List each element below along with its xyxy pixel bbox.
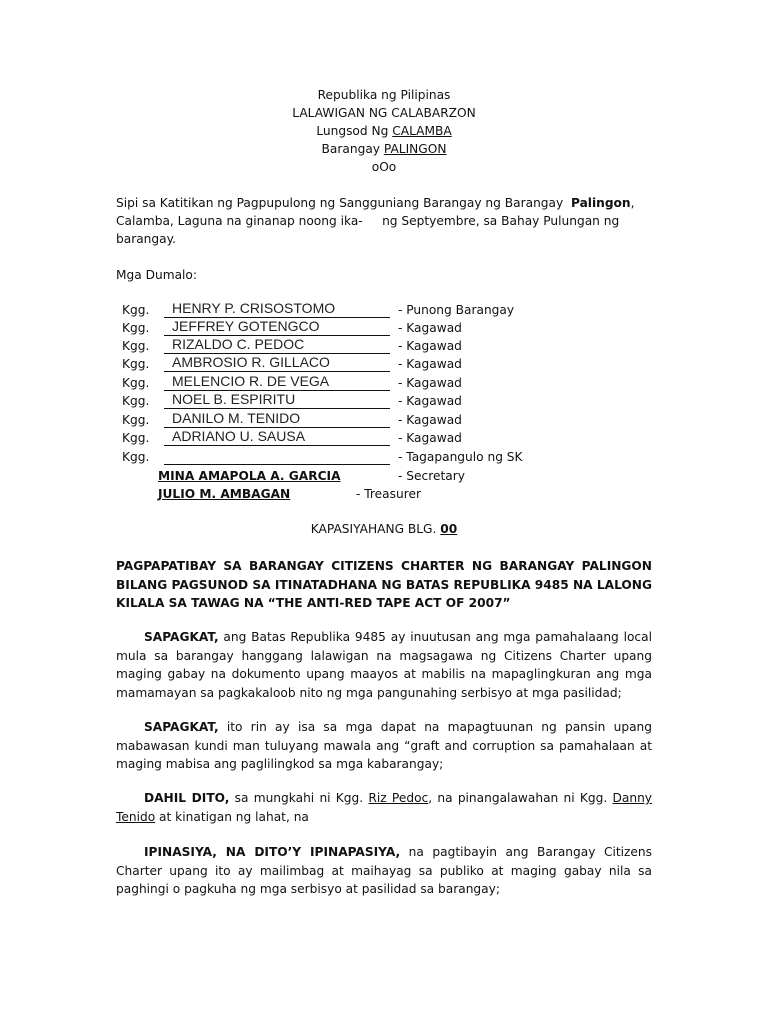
attendee-position: - Kagawad xyxy=(398,339,462,353)
paragraph-line xyxy=(116,808,652,827)
header-barangay xyxy=(0,142,768,156)
motion-seconder: Tenido xyxy=(116,809,156,824)
whereas-text: ito rin ay isa sa mga dapat na mapagtuunan ng pansin upang xyxy=(218,720,652,734)
intro-line-3: barangay. xyxy=(116,232,176,246)
whereas-paragraph-1 xyxy=(116,628,652,702)
resolved-text: na pagtibayin ang Barangay Citizens xyxy=(400,845,653,859)
attendee-position: - Kagawad xyxy=(398,357,462,371)
paragraph-line: Charter upang ito ay mailimbag at maihayag sa publiko at maging gabay nila sa xyxy=(116,863,652,878)
secretary-name: MINA AMAPOLA A. GARCIA xyxy=(158,469,341,483)
resolved-paragraph xyxy=(116,843,652,899)
attendee-name: ADRIANO U. SAUSA xyxy=(164,428,390,446)
attendee-title: Kgg. xyxy=(122,394,150,408)
motion-lead: DAHIL DITO, xyxy=(144,791,230,805)
attendee-position: - Kagawad xyxy=(398,394,462,408)
whereas-lead: SAPAGKAT, xyxy=(144,630,219,644)
attendee-name: DANILO M. TENIDO xyxy=(164,410,390,428)
header-ornament: oOo xyxy=(371,160,397,174)
attendee-name: NOEL B. ESPIRITU xyxy=(164,391,390,409)
paragraph-line xyxy=(116,843,652,862)
attendee-row xyxy=(122,450,542,468)
attendee-title: Kgg. xyxy=(122,303,150,317)
secretary-position: - Secretary xyxy=(398,469,465,483)
attendee-title: Kgg. xyxy=(122,357,150,371)
intro-line-1 xyxy=(116,196,634,210)
attendee-title: Kgg. xyxy=(122,376,150,390)
header-city-name: CALAMBA xyxy=(392,124,452,138)
attendee-position: - Tagapangulo ng SK xyxy=(398,450,523,464)
resolution-title xyxy=(116,557,652,613)
attendee-name: MELENCIO R. DE VEGA xyxy=(164,373,390,391)
attendee-name xyxy=(164,447,390,465)
secretary-row xyxy=(158,469,465,483)
whereas-lead: SAPAGKAT, xyxy=(144,720,219,734)
attendee-title: Kgg. xyxy=(122,450,150,464)
motion-text: sa mungkahi ni Kgg. xyxy=(229,791,369,805)
resolution-number-label: KAPASIYAHANG BLG. xyxy=(310,522,441,536)
attendee-name: HENRY P. CRISOSTOMO xyxy=(164,300,390,318)
resolution-number-value: 00 xyxy=(440,522,458,536)
attendee-position: - Kagawad xyxy=(398,431,462,445)
paragraph-line: paghingi o pagkuha ng mga serbisyo at pasilidad sa barangay; xyxy=(116,882,500,896)
motion-text: , na pinangalawahan ni Kgg. xyxy=(428,791,613,805)
attendee-name: RIZALDO C. PEDOC xyxy=(164,336,390,354)
attendee-name: JEFFREY GOTENGCO xyxy=(164,318,390,336)
paragraph-line: mula sa barangay hanggang lalawigan na magsagawa ng Citizens Charter upang xyxy=(116,648,652,663)
paragraph-line xyxy=(116,628,652,647)
motion-seconder: Danny xyxy=(612,791,653,805)
resolution-title-line: BILANG PAGSUNOD SA ITINATADHANA NG BATAS REPUBLIKA 9485 NA LALONG xyxy=(116,577,652,592)
attendee-position: - Kagawad xyxy=(398,321,462,335)
attendee-title: Kgg. xyxy=(122,339,150,353)
header-city xyxy=(0,124,768,138)
resolution-title-line: PAGPAPATIBAY SA BARANGAY CITIZENS CHARTER NG BARANGAY PALINGON xyxy=(116,559,652,573)
resolution-number xyxy=(0,522,768,536)
motion-text: at kinatigan ng lahat, na xyxy=(155,809,309,824)
treasurer-position: - Treasurer xyxy=(356,487,421,501)
motion-mover: Riz Pedoc xyxy=(368,791,429,805)
intro-line-2: Calamba, Laguna na ginanap noong ika- ng Septyembre, sa Bahay Pulungan ng xyxy=(116,214,620,228)
paragraph-line xyxy=(116,789,652,808)
intro-comma: , xyxy=(630,196,635,210)
resolution-title-line: KILALA SA TAWAG NA “THE ANTI-RED TAPE ACT OF 2007” xyxy=(116,596,511,610)
paragraph-line: maging gabay na dokumento upang maayos at mabilis na mapaglingkuran ang mga xyxy=(116,667,652,681)
header-city-prefix: Lungsod Ng xyxy=(316,124,393,138)
paragraph-line xyxy=(116,718,652,737)
header-barangay-prefix: Barangay xyxy=(321,142,384,156)
intro-text: Sipi sa Katitikan ng Pagpupulong ng Sangguniang Barangay ng Barangay xyxy=(116,196,564,210)
header-region: LALAWIGAN NG CALABARZON xyxy=(292,106,476,120)
attendee-title: Kgg. xyxy=(122,431,150,445)
whereas-paragraph-2 xyxy=(116,718,652,774)
paragraph-line: mamamayan sa pagkakaloob nito ng mga pangunahing serbisyo at mga pasilidad; xyxy=(116,685,622,700)
attendee-title: Kgg. xyxy=(122,321,150,335)
attendee-position: - Kagawad xyxy=(398,376,462,390)
paragraph-line: mabawasan kundi man tuluyang mawala ang “graft and corruption sa pamahalaan at xyxy=(116,738,652,753)
resolved-lead: IPINASIYA, NA DITO’Y IPINAPASIYA, xyxy=(144,845,401,859)
intro-barangay: Palingon xyxy=(570,196,631,210)
attendee-position: - Kagawad xyxy=(398,413,462,427)
attendee-position: - Punong Barangay xyxy=(398,303,515,317)
treasurer-name: JULIO M. AMBAGAN xyxy=(158,487,291,501)
header-republic: Republika ng Pilipinas xyxy=(317,88,451,102)
header-barangay-name: PALINGON xyxy=(383,142,447,156)
whereas-text: ang Batas Republika 9485 ay inuutusan ang mga pamahalaang local xyxy=(218,630,652,644)
attendee-title: Kgg. xyxy=(122,413,150,427)
attendees-heading: Mga Dumalo: xyxy=(116,268,197,282)
motion-paragraph xyxy=(116,789,652,826)
paragraph-line: maging mabisa ang paglilingkod sa mga kabarangay; xyxy=(116,757,444,771)
attendee-name: AMBROSIO R. GILLACO xyxy=(164,354,390,372)
treasurer-row xyxy=(158,487,421,501)
